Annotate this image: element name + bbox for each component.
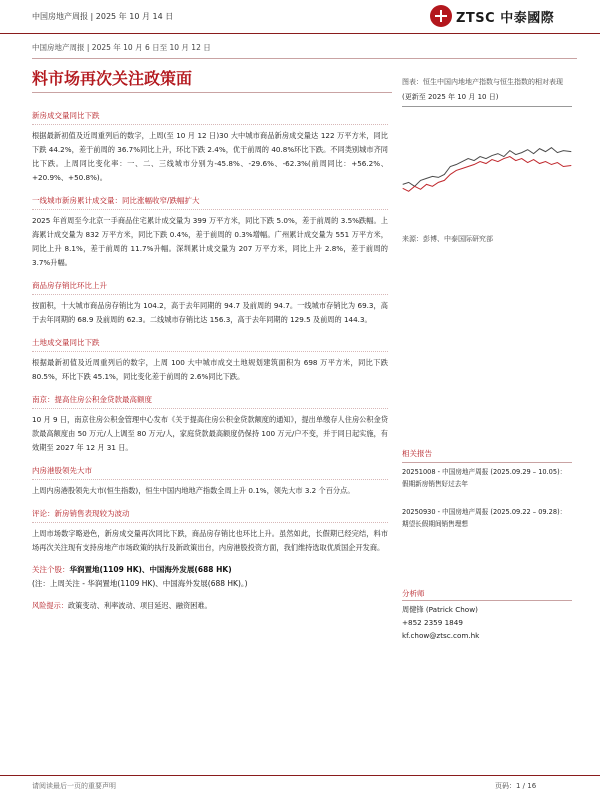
section-heading: 一线城市新房累计成交量：同比涨幅收窄/跌幅扩大 [32,195,388,210]
logo-text: ZTSC 中泰國際 [456,10,555,26]
divider [402,600,572,601]
stock-picks-value: 华润置地(1109 HK)、中国海外发展(688 HK) [69,565,232,574]
section-text: 10 月 9 日，南京住房公积金管理中心发布《关于提高住房公积金贷款额度的通知》，提出单缴存人住房公积金贷款最高额度由 50 万元/人上调至 80 万元/人，家庭贷款最高额度仍保持 100 万元/户不变，并于同日起实施，有效期至 2027 年 12 月 31 日。 [32,415,388,452]
divider [32,58,577,59]
stock-picks-label: 关注个股： [32,565,70,574]
risk-text: 政策变动、利率波动、项目延迟、融资困难。 [67,601,212,610]
section-text: 按面积，十大城市商品房存销比为 104.2，高于去年同期的 94.7 及前周的 94.7。一线城市存销比为 69.3，高于去年同期的 68.9 及前周的 62.3。二线城市存销比达 156.3，高于去年同期的 129.5 及前周的 144.3。 [32,301,388,324]
relative-performance-chart [402,106,572,226]
section-text: 根据最新初值及近周重列后的数字，上周(至 10 月 12 日)30 大中城市商品新房成交量达 122 万平方米，同比下跌 44.2%，差于前周的 36.7%同比上升，环比下跌 2.4%，优于前周的 40.8%环比下跌。不同类别城市齐同比下跌。上周同比变化率：一、二、三线城市分别为-45.8%、-29.6%、-62.3%(前周同比：+56.2%、+20.9%、+50.8%)。 [32,131,388,182]
section-heading: 土地成交量同比下跌 [32,337,388,352]
section-heading: 新房成交量同比下跌 [32,110,388,125]
page-number: 页码：1 / 16 [495,782,537,790]
analyst-email[interactable]: kf.chow@ztsc.com.hk [402,631,480,640]
report-period: 中国房地产周报 | 2025 年 10 月 6 日至 10 月 12 日 [32,43,211,52]
section [32,508,388,555]
section-heading: 内房港股领先大市 [32,465,388,480]
analyst-name: 周健锋 (Patrick Chow) [402,605,478,614]
figure-source: 来源：彭博、中泰国际研究部 [402,235,493,243]
risk-warning [32,599,388,613]
logo-icon [430,5,452,27]
stock-picks [32,563,388,591]
related-reports-heading: 相关报告 [402,449,432,458]
section [32,465,388,498]
footer-disclaimer: 请阅读最后一页的重要声明 [32,782,116,790]
figure-update-date: (更新至 2025 年 10 月 10 日) [402,93,499,101]
analyst-heading: 分析师 [402,589,425,598]
analyst-phone: +852 2359 1849 [402,618,463,627]
stock-picks-note: (注：上周关注 - 华润置地(1109 HK)、中国海外发展(688 HK)。) [32,579,248,588]
section [32,337,388,384]
divider [402,462,572,463]
page-header [0,0,600,34]
section-heading: 商品房存销比环比上升 [32,280,388,295]
section-heading: 评论：新房销售表现较为波动 [32,508,388,523]
company-logo [430,5,554,27]
header-title: 中国房地产周报 | 2025 年 10 月 14 日 [32,12,174,21]
related-report-item[interactable]: 20251008 - 中国房地产周报 (2025.09.29 – 10.05)：假期新房销售好过去年 [402,468,567,488]
divider [0,775,600,776]
series-gray-line [403,148,572,187]
section-heading: 南京：提高住房公积金贷款最高额度 [32,394,388,409]
figure-caption: 图表：恒生中国内地地产指数与恒生指数的相对表现 [402,78,563,86]
section-text: 上周市场数字略逊色，新房成交量再次同比下跌，商品房存销比也环比上升。虽然如此，长假期已经完结，料市场再次关注现有支持房地产市场政策的执行及新政策出台，内房港股投资方面，我们维持选取优质国企开发商。 [32,529,388,552]
divider [32,92,392,93]
section-text: 根据最新初值及近周重列后的数字，上周 100 大中城市成交土地规划建筑面积为 698 万平方米，同比下跌 80.5%，环比下跌 45.1%，同比变化差于前周的 2.6%同比下跌。 [32,358,388,381]
figure-panel [402,76,572,244]
section-text: 上周内房港股领先大市(恒生指数)，恒生中国内地地产指数全周上升 0.1%，领先大市 3.2 个百分点。 [32,486,355,495]
section [32,110,388,185]
section [32,394,388,455]
section [32,195,388,270]
section-text: 2025 年首周至今北京一手商品住宅累计成交量为 399 万平方米，同比下跌 5.0%，差于前周的 3.5%跌幅。上海累计成交量为 832 万平方米，同比下跌 0.4%，差于前周的 0.3%增幅。广州累计成交量为 551 万平方米，同比上升 8.1%，差于前周的 11.7%升幅。深圳累计成交量为 207 万平方米，同比上升 2.8%，差于前周的 3.7%升幅。 [32,216,388,267]
page-title: 料市场再次关注政策面 [32,69,193,88]
related-report-item[interactable]: 20250930 - 中国房地产周报 (2025.09.22 – 09.28)：期望长假期间销售理想 [402,508,567,528]
risk-label: 风险提示： [32,601,68,610]
analyst-info [402,603,479,642]
main-content [32,100,388,613]
series-red-line [403,157,572,192]
section [32,280,388,327]
